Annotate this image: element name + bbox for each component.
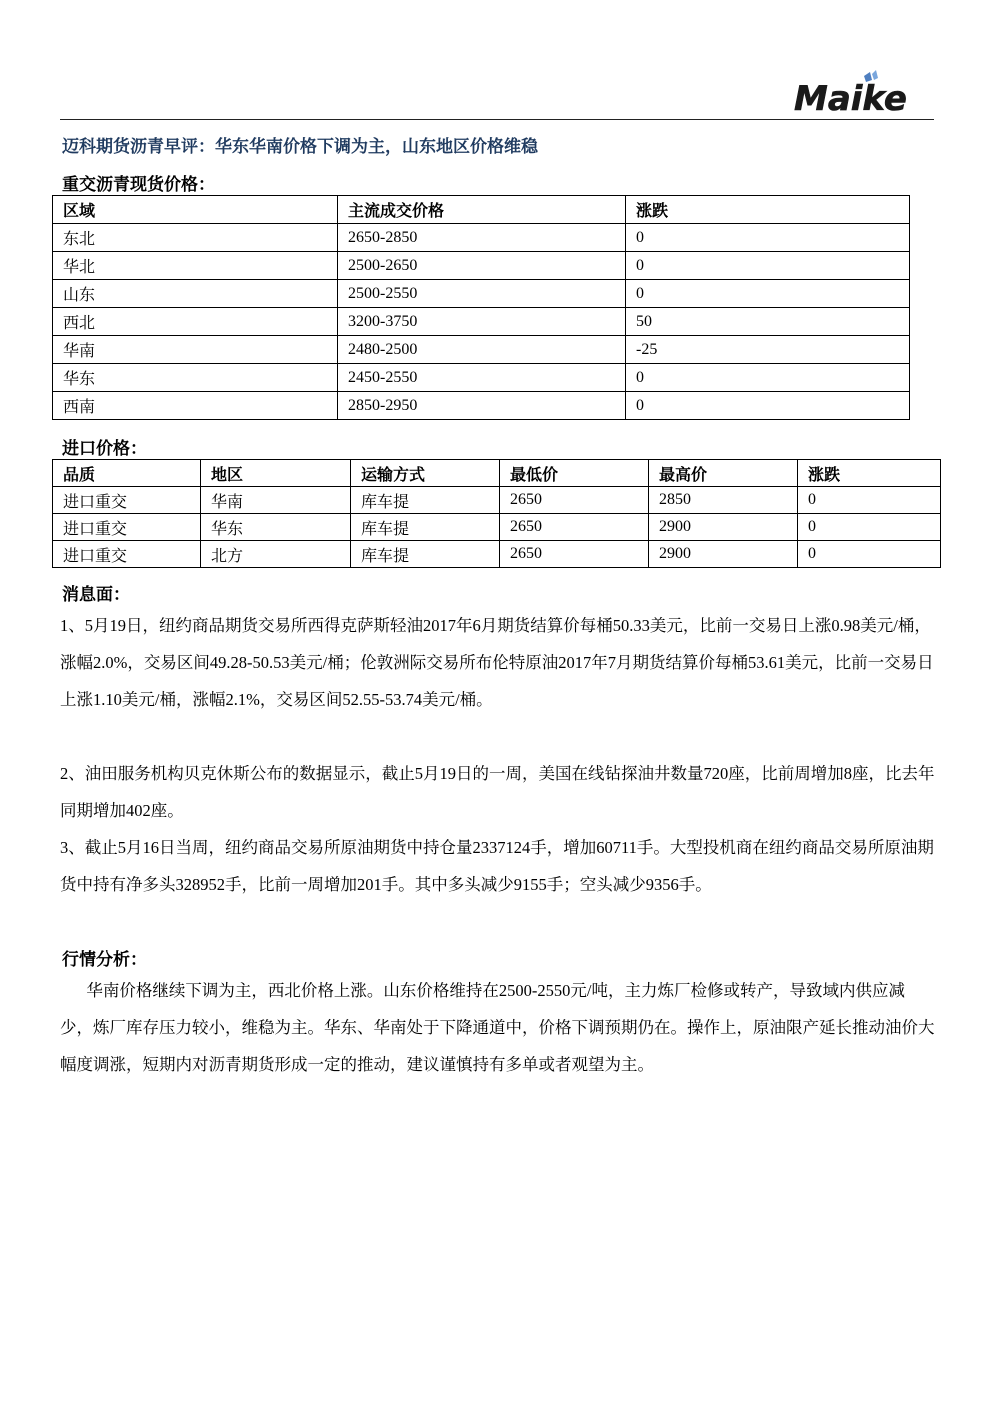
spot-table-cell: 东北 <box>53 224 338 252</box>
import-price-table <box>52 459 941 568</box>
import-table-cell: 进口重交 <box>53 514 201 541</box>
spot-header-cell: 主流成交价格 <box>338 196 626 224</box>
import-table-cell: 2850 <box>649 487 798 514</box>
import-table-cell: 0 <box>798 487 941 514</box>
import-table-cell: 2650 <box>500 514 649 541</box>
spot-table-cell: 2480-2500 <box>338 336 626 364</box>
spot-table-cell: -25 <box>626 336 910 364</box>
spot-table-cell: 2450-2550 <box>338 364 626 392</box>
import-table-cell: 华东 <box>201 514 351 541</box>
spot-table-cell: 0 <box>626 392 910 420</box>
spot-header-cell: 区域 <box>53 196 338 224</box>
import-table-cell: 华南 <box>201 487 351 514</box>
spot-table-row <box>53 280 910 308</box>
news-item-2: 2、油田服务机构贝克休斯公布的数据显示，截止5月19日的一周，美国在线钻探油井数量720座，比前周增加8座，比去年同期增加402座。 <box>60 764 935 820</box>
spot-table-cell: 0 <box>626 280 910 308</box>
spot-price-table <box>52 195 910 420</box>
spot-table-cell: 华北 <box>53 252 338 280</box>
spot-table-cell: 2650-2850 <box>338 224 626 252</box>
spot-table-cell: 2850-2950 <box>338 392 626 420</box>
analysis-text: 华南价格继续下调为主，西北价格上涨。山东价格维持在2500-2550元/吨，主力炼厂检修或转产，导致域内供应减少，炼厂库存压力较小，维稳为主。华东、华南处于下降通道中，价格下调预期仍在。操作上，原油限产延长推动油价大幅度调涨，短期内对沥青期货形成一定的推动，建议谨慎持有多单或者观望为主。 <box>60 981 935 1074</box>
import-header-cell: 运输方式 <box>351 460 500 487</box>
spot-table-row <box>53 308 910 336</box>
import-table-cell: 2900 <box>649 514 798 541</box>
spot-table-row <box>53 224 910 252</box>
import-table-row <box>53 514 941 541</box>
import-header-cell: 地区 <box>201 460 351 487</box>
spot-table-cell: 0 <box>626 252 910 280</box>
spot-table-row <box>53 364 910 392</box>
import-header-cell: 涨跌 <box>798 460 941 487</box>
spot-table-cell: 0 <box>626 224 910 252</box>
import-price-heading: 进口价格： <box>62 439 147 459</box>
import-table-cell: 进口重交 <box>53 487 201 514</box>
maike-logo <box>790 70 930 120</box>
spot-header-row <box>53 196 910 224</box>
spot-table-cell: 西北 <box>53 308 338 336</box>
document-title: 迈科期货沥青早评：华东华南价格下调为主，山东地区价格维稳 <box>62 137 538 157</box>
spot-table-row <box>53 252 910 280</box>
import-table-cell: 北方 <box>201 541 351 568</box>
spot-table-cell: 0 <box>626 364 910 392</box>
header-divider <box>60 119 934 120</box>
spot-table-cell: 50 <box>626 308 910 336</box>
spot-table-cell: 华东 <box>53 364 338 392</box>
import-table-cell: 库车提 <box>351 487 500 514</box>
news-item-1: 1、5月19日，纽约商品期货交易所西得克萨斯轻油2017年6月期货结算价每桶50.33美元，比前一交易日上涨0.98美元/桶，涨幅2.0%，交易区间49.28-50.53美元/桶；伦敦洲际交易所布伦特原油2017年7月期货结算价每桶53.61美元，比前一交易日上涨1.10美元/桶，涨幅2.1%，交易区间52.55-53.74美元/桶。 <box>60 616 934 709</box>
spot-table-cell: 西南 <box>53 392 338 420</box>
news-heading: 消息面： <box>62 585 130 605</box>
spot-table-cell: 2500-2650 <box>338 252 626 280</box>
news-item-3: 3、截止5月16日当周，纽约商品交易所原油期货中持仓量2337124手，增加60711手。大型投机商在纽约商品交易所原油期货中持有净多头328952手，比前一周增加201手。其中多头减少9155手；空头减少9356手。 <box>60 838 934 894</box>
spot-table-cell: 华南 <box>53 336 338 364</box>
import-table-cell: 2900 <box>649 541 798 568</box>
import-table-row <box>53 487 941 514</box>
spot-table-row <box>53 336 910 364</box>
spot-header-cell: 涨跌 <box>626 196 910 224</box>
import-table-cell: 0 <box>798 541 941 568</box>
spot-table-cell: 2500-2550 <box>338 280 626 308</box>
spot-table-cell: 3200-3750 <box>338 308 626 336</box>
import-table-cell: 2650 <box>500 487 649 514</box>
import-table-cell: 2650 <box>500 541 649 568</box>
import-table-cell: 进口重交 <box>53 541 201 568</box>
import-header-cell: 品质 <box>53 460 201 487</box>
import-header-cell: 最低价 <box>500 460 649 487</box>
spot-table-cell: 山东 <box>53 280 338 308</box>
import-table-cell: 库车提 <box>351 541 500 568</box>
maike-logo-graphic <box>790 70 930 120</box>
import-header-cell: 最高价 <box>649 460 798 487</box>
logo-text: Maike <box>794 79 907 119</box>
spot-table-row <box>53 392 910 420</box>
import-table-cell: 0 <box>798 514 941 541</box>
import-table-cell: 库车提 <box>351 514 500 541</box>
analysis-heading: 行情分析： <box>62 950 147 970</box>
import-header-row <box>53 460 941 487</box>
import-table-row <box>53 541 941 568</box>
spot-price-heading: 重交沥青现货价格： <box>62 175 215 195</box>
